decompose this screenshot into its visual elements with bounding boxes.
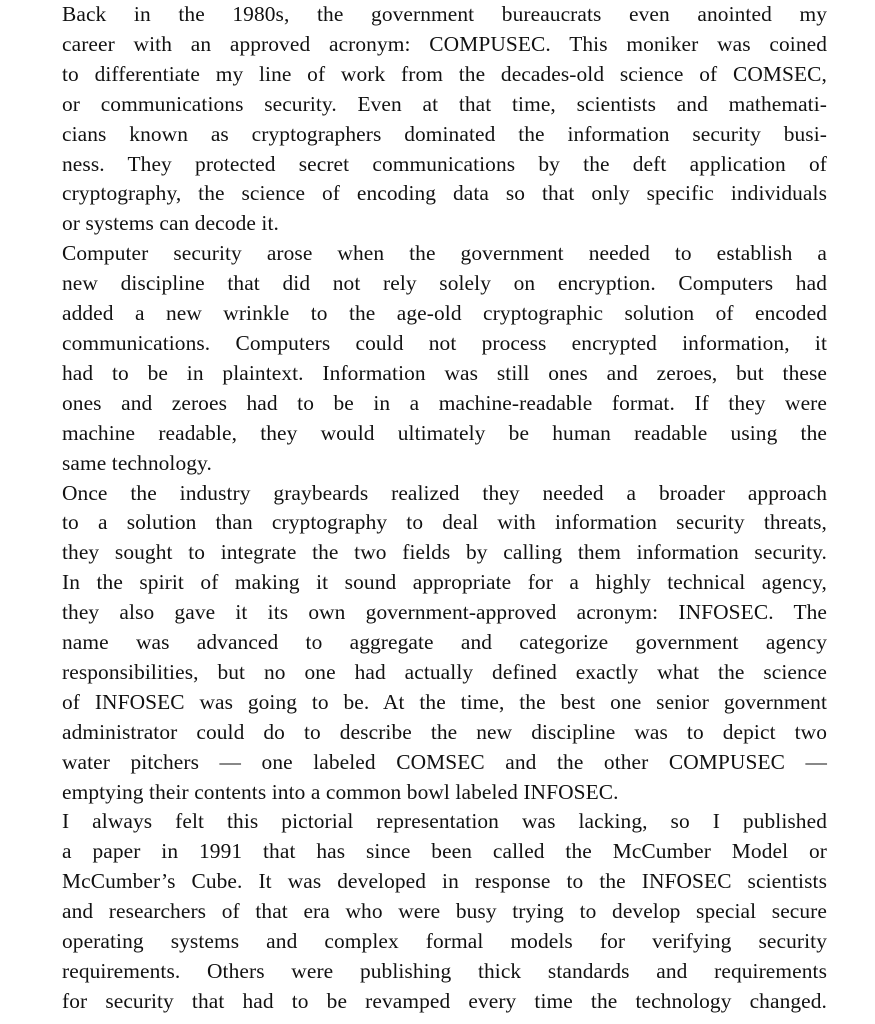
text-line: McCumber’s Cube. It was developed in response to the INFOSEC scientists bbox=[62, 869, 827, 894]
text-line: water pitchers — one labeled COMSEC and the other COMPUSEC — bbox=[62, 749, 827, 774]
text-line: Once the industry graybeards realized they needed a broader approach bbox=[62, 480, 827, 505]
text-line: In the spirit of making it sound appropriate for a highly technical agency, bbox=[62, 570, 827, 595]
text-line: emptying their contents into a common bowl labeled INFOSEC. bbox=[62, 779, 619, 804]
text-line: career with an approved acronym: COMPUSEC. This moniker was coined bbox=[62, 31, 827, 56]
text-line: they also gave it its own government-approved acronym: INFOSEC. The bbox=[62, 600, 827, 625]
text-line: I always felt this pictorial representation was lacking, so I published bbox=[62, 809, 827, 834]
text-line: for security that had to be revamped every time the technology changed. bbox=[62, 988, 827, 1013]
text-line: Back in the 1980s, the government bureaucrats even anointed my bbox=[62, 2, 827, 26]
text-line: to a solution than cryptography to deal with information security threats, bbox=[62, 510, 827, 535]
text-line: or communications security. Even at that time, scientists and mathemati- bbox=[62, 91, 827, 116]
text-line: and researchers of that era who were busy trying to develop special secure bbox=[62, 899, 827, 924]
text-line: name was advanced to aggregate and categorize government agency bbox=[62, 630, 827, 655]
text-line: or systems can decode it. bbox=[62, 211, 279, 236]
text-line: operating systems and complex formal models for verifying security bbox=[62, 929, 827, 954]
text-line: of INFOSEC was going to be. At the time, the best one senior government bbox=[62, 689, 827, 714]
paragraph-3 bbox=[25, 479, 827, 808]
text-line: cians known as cryptographers dominated the information security busi- bbox=[62, 121, 827, 146]
paragraph-4 bbox=[25, 807, 827, 1016]
text-line: responsibilities, but no one had actually defined exactly what the science bbox=[62, 659, 827, 684]
text-line: same technology. bbox=[62, 450, 212, 475]
paragraph-2 bbox=[25, 239, 827, 478]
text-line: machine readable, they would ultimately be human readable using the bbox=[62, 420, 827, 445]
text-line: added a new wrinkle to the age-old cryptographic solution of encoded bbox=[62, 301, 827, 326]
text-line: requirements. Others were publishing thick standards and requirements bbox=[62, 959, 827, 983]
text-line: they sought to integrate the two fields by calling them information security. bbox=[62, 540, 827, 565]
text-line: a paper in 1991 that has since been called the McCumber Model or bbox=[62, 839, 827, 864]
text-line: communications. Computers could not process encrypted information, it bbox=[62, 330, 827, 355]
paragraph-1 bbox=[25, 0, 827, 239]
text-line: Computer security arose when the government needed to establish a bbox=[62, 241, 827, 266]
text-line: ones and zeroes had to be in a machine-readable format. If they were bbox=[62, 390, 827, 415]
text-line: new discipline that did not rely solely on encryption. Computers had bbox=[62, 271, 827, 296]
document-page bbox=[25, 0, 827, 1017]
text-line: cryptography, the science of encoding data so that only specific individuals bbox=[62, 181, 827, 206]
text-line: had to be in plaintext. Information was still ones and zeroes, but these bbox=[62, 360, 827, 385]
text-line: to differentiate my line of work from the decades-old science of COMSEC, bbox=[62, 61, 827, 86]
text-line: ness. They protected secret communications by the deft application of bbox=[62, 151, 827, 176]
text-line: administrator could do to describe the new discipline was to depict two bbox=[62, 719, 827, 744]
